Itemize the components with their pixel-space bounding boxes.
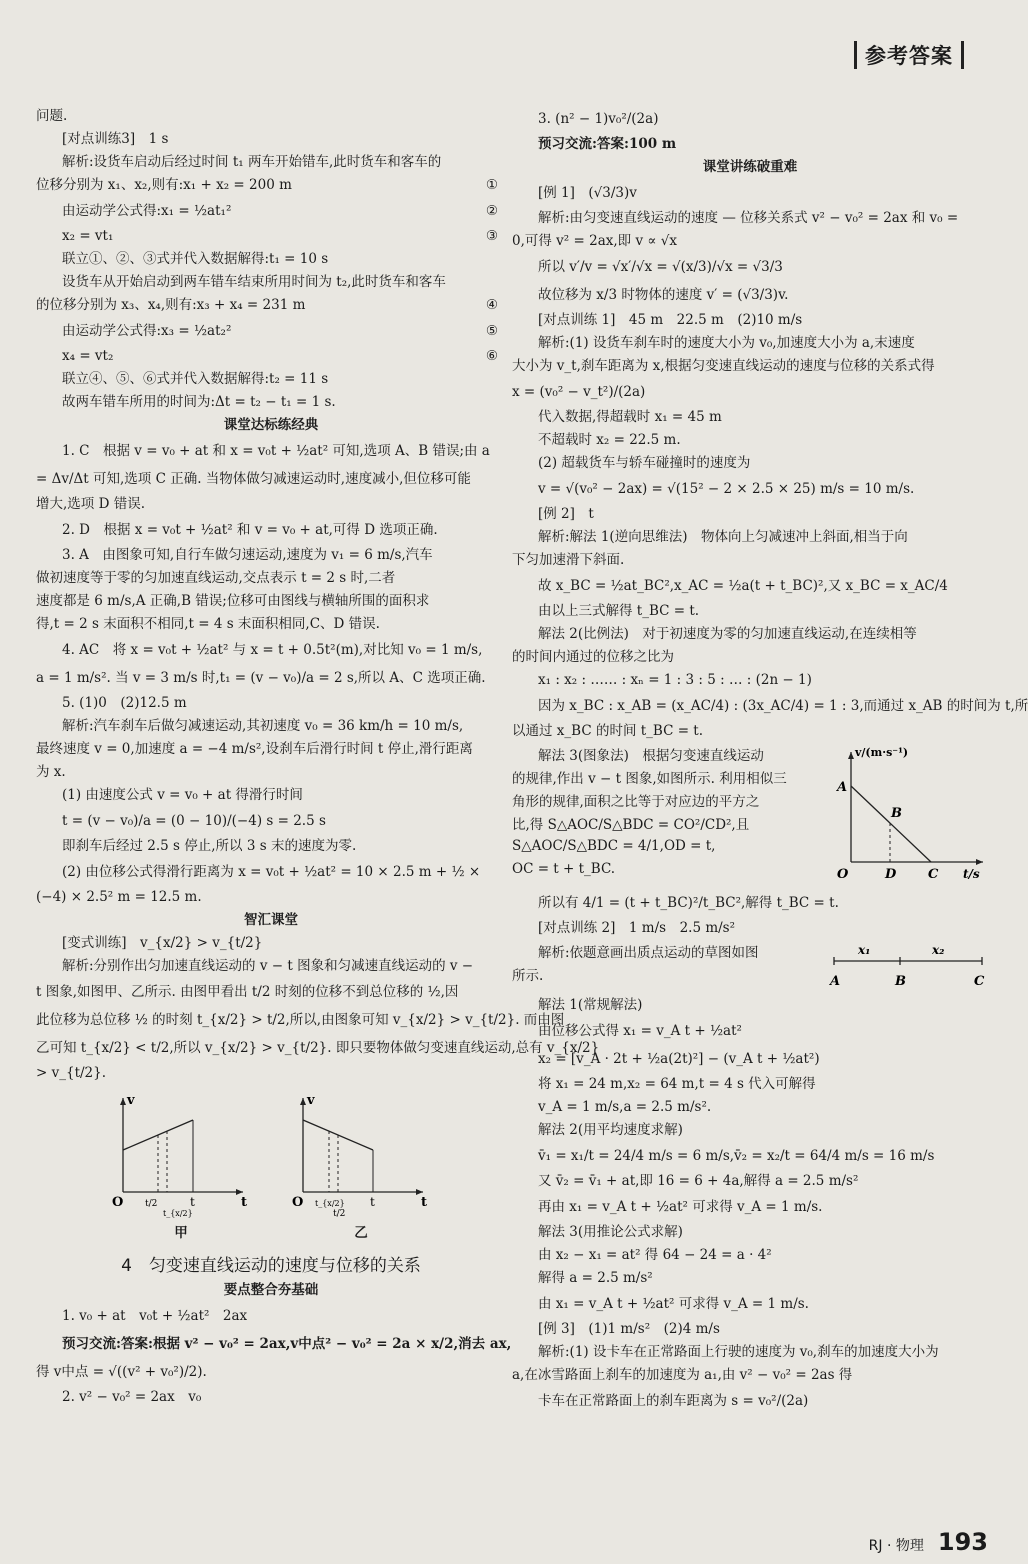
line-text: [例 3] (1)1 m/s² (2)4 m/s	[538, 1321, 720, 1337]
text-line	[512, 1143, 988, 1169]
subsection-heading	[36, 910, 506, 931]
line-text: 所以有 4/1 = (t + t_BC)²/t_BC²,解得 t_BC = t.	[538, 895, 839, 911]
line-text: 不超载时 x₂ = 22.5 m.	[538, 432, 681, 448]
line-text: (2) 超载货车与轿车碰撞时的速度为	[538, 455, 751, 471]
text-line	[512, 1222, 988, 1243]
page-number: 193	[937, 1528, 988, 1556]
line-text: 所以 v′/v = √x′/√x = √(x/3)/√x = √3/3	[538, 259, 783, 275]
graph-method-block	[512, 744, 988, 888]
line-text: 解析:由匀变速直线运动的速度 — 位移关系式 v² − v₀² = 2ax 和 v₀ =	[538, 210, 959, 226]
header-divider	[854, 41, 857, 69]
text-line	[36, 272, 506, 293]
text-line	[36, 438, 506, 464]
text-line	[36, 226, 506, 247]
text-line	[36, 494, 506, 515]
equation-number: ③	[485, 228, 498, 244]
equation-number: ②	[485, 203, 498, 219]
right-text-block	[512, 106, 1028, 742]
vt-label-d: D	[885, 867, 897, 882]
text-line	[512, 282, 988, 308]
line-text: 因为 x_BC : x_AB = (x_AC/4) : (3x_AC/4) = 1 : 3,而通过 x_AB 的时间为 t,所	[538, 698, 1028, 714]
footer-subject: RJ · 物理	[868, 1538, 924, 1554]
text-line	[36, 933, 506, 954]
line-text: 速度都是 6 m/s,A 正确,B 错误;位移可由图线与横轴所围的面积求	[36, 593, 430, 609]
text-line	[512, 430, 988, 451]
line-text: 1. C 根据 v = v₀ + at 和 x = v₀t + ½at² 可知,选项 A、B 错误;由 a	[62, 443, 490, 459]
yi-t-half-label: t/2	[333, 1209, 346, 1219]
line-text: v̄₁ = x₁/t = 24/4 m/s = 6 m/s,v̄₂ = x₂/t = 64/4 m/s = 16 m/s	[538, 1148, 935, 1164]
equation-number: ④	[485, 297, 498, 313]
text-line	[512, 1365, 988, 1386]
text-line	[36, 568, 506, 589]
line-text: v = √(v₀² − 2ax) = √(15² − 2 × 2.5 × 25) m/s = 10 m/s.	[538, 481, 915, 497]
vt-xlabel: t/s	[963, 867, 980, 881]
right-text-block-b	[512, 890, 988, 939]
jia-t-x-label: t_{x/2}	[163, 1209, 193, 1218]
line-text: [例 1] (√3/3)v	[538, 185, 637, 201]
line-text: 课堂达标练经典	[223, 417, 319, 433]
yi-t-axis-label: t	[421, 1195, 428, 1210]
line-text: = Δv/Δt 可知,选项 C 正确. 当物体做匀减速运动时,速度减小,但位移可能	[36, 471, 471, 487]
text-line	[512, 208, 988, 229]
line-text: 课堂讲练破重难	[702, 159, 798, 175]
line-text: 由位移公式得 x₁ = v_A t + ½at²	[538, 1023, 742, 1039]
text-line	[36, 249, 506, 270]
text-line	[36, 1063, 506, 1084]
line-text: 解析:解法 1(逆向思维法) 物体向上匀减速冲上斜面,相当于向	[538, 529, 908, 545]
graph-yi	[291, 1092, 431, 1241]
vt-graph-abc	[833, 744, 988, 888]
text-line	[36, 614, 506, 635]
text-line	[36, 129, 506, 150]
line-text: 比,得 S△AOC/S△BDC = CO²/CD²,且 S△AOC/S△BDC = 4/1,OD = t,	[512, 817, 750, 854]
line-text: (1) 由速度公式 v = v₀ + at 得滑行时间	[62, 787, 303, 803]
text-line	[36, 1331, 512, 1357]
line-text: x₂ = vt₁	[62, 228, 114, 244]
text-line	[512, 1245, 988, 1266]
line-text: 代入数据,得超载时 x₁ = 45 m	[538, 409, 722, 425]
line-text: 最终速度 v = 0,加速度 a = −4 m/s²,设刹车后滑行时间 t 停止,滑行距离	[36, 741, 473, 757]
right-column	[512, 104, 1028, 1416]
text-line	[36, 346, 506, 367]
track-label-a: A	[830, 974, 841, 989]
line-text: 以通过 x_BC 的时间 t_BC = t.	[512, 723, 704, 739]
line-text: 得 v中点 = √((v² + v₀²)/2).	[36, 1364, 207, 1380]
text-line	[512, 356, 988, 377]
line-text: (2) 由位移公式得滑行距离为 x = v₀t + ½at² = 10 × 2.5 m + ½ ×	[62, 864, 481, 880]
line-text: 由以上三式解得 t_BC = t.	[538, 603, 700, 619]
text-line	[512, 573, 988, 599]
track-block	[512, 941, 988, 993]
text-line	[36, 517, 506, 543]
yi-t-end-label: t	[370, 1195, 375, 1209]
text-line	[512, 601, 988, 622]
text-line	[512, 453, 988, 474]
line-text: [对点训练 2] 1 m/s 2.5 m/s²	[538, 920, 736, 936]
line-text: x = (v₀² − v_t²)/(2a)	[512, 384, 646, 400]
text-line	[36, 545, 506, 566]
yi-t-x-label: t_{x/2}	[315, 1199, 345, 1208]
text-line	[512, 815, 823, 857]
line-text: 解法 3(图象法) 根据匀变速直线运动	[538, 748, 764, 764]
track-x1: x₁	[858, 943, 871, 957]
text-line	[36, 198, 506, 224]
text-line	[36, 1007, 565, 1033]
line-text: 解法 2(比例法) 对于初速度为零的匀加速直线运动,在连续相等	[538, 626, 917, 642]
line-text: 设货车从开始启动到两车错车结束所用时间为 t₂,此时货车和客车	[62, 274, 446, 290]
text-line	[512, 550, 988, 571]
line-text: 大小为 v_t,刹车距离为 x,根据匀变速直线运动的速度与位移的关系式得	[512, 358, 935, 374]
vt-graphs-jia-yi	[36, 1092, 506, 1241]
line-text: 由运动学公式得:x₁ = ½at₁²	[62, 203, 232, 219]
line-text: 预习交流:答案:100 m	[538, 136, 677, 152]
text-line	[512, 792, 823, 813]
line-text: 5. (1)0 (2)12.5 m	[62, 695, 187, 711]
line-text: 要点整合夯基础	[223, 1282, 319, 1298]
text-line	[512, 333, 988, 354]
track-label-c: C	[974, 974, 985, 989]
equation-number: ⑤	[485, 323, 498, 339]
text-line	[36, 859, 506, 885]
text-line	[36, 785, 506, 806]
line-text: 1. v₀ + at v₀t + ½at² 2ax	[62, 1308, 248, 1324]
text-line	[512, 693, 1028, 719]
text-line	[512, 943, 818, 964]
vt-label-c: C	[928, 867, 939, 882]
graph-yi-caption: 乙	[354, 1225, 368, 1241]
text-line	[512, 670, 988, 691]
subsection-heading	[512, 157, 988, 178]
line-text: 下匀加速滑下斜面.	[512, 552, 625, 568]
line-text: a,在冰雪路面上刹车的加速度为 a₁,由 v² − v₀² = 2as 得	[512, 1367, 853, 1383]
line-text: 3. A 由图象可知,自行车做匀速运动,速度为 v₁ = 6 m/s,汽车	[62, 547, 433, 563]
line-text: [对点训练3] 1 s	[62, 131, 169, 147]
line-text: t = (v − v₀)/a = (0 − 10)/(−4) s = 2.5 s	[62, 813, 326, 829]
text-line	[36, 693, 506, 714]
text-line	[512, 859, 823, 880]
line-text: 解析:(1) 设卡车在正常路面上行驶的速度为 v₀,刹车的加速度大小为	[538, 1344, 939, 1360]
text-line	[512, 254, 988, 280]
line-text: 的时间内通过的位移之比为	[512, 649, 674, 665]
line-text: 0,可得 v² = 2ax,即 v ∝ √x	[512, 233, 677, 249]
vt-label-b: B	[891, 806, 902, 821]
text-line	[512, 1171, 988, 1192]
line-text: 所示.	[512, 968, 544, 984]
text-line	[512, 231, 988, 252]
text-line	[512, 769, 823, 790]
line-text: 故两车错车所用的时间为:Δt = t₂ − t₁ = 1 s.	[62, 394, 336, 410]
right-text-block-c	[512, 995, 988, 1414]
text-line	[36, 1035, 600, 1061]
line-text: 解法 2(用平均速度求解)	[538, 1122, 683, 1138]
text-line	[36, 392, 506, 413]
line-text: [例 2] t	[538, 506, 594, 522]
line-text: 又 v̄₂ = v̄₁ + at,即 16 = 6 + 4a,解得 a = 2.5 m/s²	[538, 1173, 859, 1189]
text-line	[36, 466, 506, 492]
line-text: 解析:分别作出匀加速直线运动的 v − t 图象和匀减速直线运动的 v −	[62, 958, 474, 974]
vt-ylabel: v/(m·s⁻¹)	[855, 746, 909, 759]
jia-t-half-label: t/2	[145, 1199, 158, 1209]
line-text: 解析:(1) 设货车刹车时的速度大小为 v₀,加速度大小为 a,末速度	[538, 335, 915, 351]
text-line	[512, 527, 988, 548]
text-line	[512, 721, 988, 742]
text-line	[36, 665, 506, 691]
vt-label-o: O	[837, 867, 849, 882]
text-line	[512, 1342, 988, 1363]
text-line	[36, 1303, 506, 1329]
text-line	[512, 310, 988, 331]
line-text: t 图象,如图甲、乙所示. 由图甲看出 t/2 时刻的位移不到总位移的 ½,因	[36, 984, 459, 1000]
line-text: 做初速度等于零的匀加速直线运动,交点表示 t = 2 s 时,二者	[36, 570, 396, 586]
text-line	[512, 1074, 988, 1095]
text-line	[36, 175, 506, 196]
text-line	[36, 1359, 506, 1385]
line-text: 得,t = 2 s 末面积不相同,t = 4 s 末面积相同,C、D 错误.	[36, 616, 380, 632]
line-text: x₄ = vt₂	[62, 348, 114, 364]
text-line	[512, 1388, 988, 1414]
line-text: 位移分别为 x₁、x₂,则有:x₁ + x₂ = 200 m	[36, 177, 292, 193]
line-text: > v_{t/2}.	[36, 1065, 107, 1081]
line-text: (−4) × 2.5² m = 12.5 m.	[36, 889, 202, 905]
line-text: a = 1 m/s². 当 v = 3 m/s 时,t₁ = (v − v₀)/a = 2 s,所以 A、C 选项正确.	[36, 670, 486, 686]
subsection-heading	[36, 415, 506, 436]
track-x2: x₂	[932, 943, 945, 957]
text-line	[36, 591, 506, 612]
text-line	[512, 134, 988, 155]
line-text: 解法 1(常规解法)	[538, 997, 643, 1013]
line-text: 联立①、②、③式并代入数据解得:t₁ = 10 s	[62, 251, 329, 267]
line-text: 角形的规律,面积之比等于对应边的平方之	[512, 794, 760, 810]
graph-jia	[111, 1092, 251, 1241]
graph-jia-caption: 甲	[174, 1225, 188, 1241]
text-line	[512, 1046, 988, 1072]
text-line	[36, 106, 506, 127]
jia-v-label: v	[127, 1093, 135, 1108]
text-line	[36, 637, 506, 663]
track-diagram	[828, 941, 988, 993]
jia-origin-label: O	[112, 1195, 124, 1210]
header-title: 参考答案	[865, 44, 953, 68]
yi-origin-label: O	[292, 1195, 304, 1210]
text-line	[512, 180, 988, 206]
text-line	[512, 1319, 988, 1340]
text-line	[512, 918, 988, 939]
line-text: 解析:设货车启动后经过时间 t₁ 两车开始错车,此时货车和客车的	[62, 154, 442, 170]
text-line	[36, 956, 506, 977]
line-text: 由运动学公式得:x₃ = ½at₂²	[62, 323, 232, 339]
vt-label-a: A	[837, 780, 848, 795]
text-line	[512, 890, 988, 916]
line-text: 由 x₂ − x₁ = at² 得 64 − 24 = a · 4²	[538, 1247, 772, 1263]
line-text: x₁ : x₂ : …… : xₙ = 1 : 3 : 5 : … : (2n − 1)	[538, 672, 812, 688]
text-line	[36, 295, 506, 316]
text-line	[36, 716, 506, 737]
text-line	[36, 887, 506, 908]
text-line	[512, 106, 988, 132]
jia-t-axis-label: t	[241, 1195, 248, 1210]
line-text: 2. D 根据 x = v₀t + ½at² 和 v = v₀ + at,可得 D 选项正确.	[62, 522, 438, 538]
text-line	[36, 369, 506, 390]
subsection-heading	[36, 1280, 506, 1301]
line-text: 联立④、⑤、⑥式并代入数据解得:t₂ = 11 s	[62, 371, 329, 387]
line-text: [变式训练] v_{x/2} > v_{t/2}	[62, 935, 263, 951]
line-text: 解析:依题意画出质点运动的草图如图	[538, 945, 759, 961]
text-line	[512, 379, 988, 405]
text-line	[36, 836, 506, 857]
text-line	[512, 1194, 988, 1220]
line-text: 故 x_BC = ½at_BC²,x_AC = ½a(t + t_BC)²,又 x_BC = x_AC/4	[538, 578, 948, 594]
line-text: 故位移为 x/3 时物体的速度 v′ = (√3/3)v.	[538, 287, 789, 303]
text-line	[512, 1097, 988, 1118]
graph-method-text	[512, 744, 823, 888]
line-text: 解法 3(用推论公式求解)	[538, 1224, 683, 1240]
text-line	[512, 1018, 988, 1044]
text-line	[512, 995, 988, 1016]
text-line	[512, 476, 988, 502]
line-text: 2. v² − v₀² = 2ax v₀	[62, 1389, 202, 1405]
track-label-b: B	[895, 974, 906, 989]
section-title: 4 匀变速直线运动的速度与位移的关系	[121, 1256, 421, 1276]
line-text: 预习交流:答案:根据 v² − v₀² = 2ax,v中点² − v₀² = 2a × x/2,消去 ax,	[62, 1336, 512, 1352]
text-line	[36, 1387, 506, 1408]
line-text: 由 x₁ = v_A t + ½at² 可求得 v_A = 1 m/s.	[538, 1296, 809, 1312]
text-line	[512, 647, 988, 668]
line-text: 问题.	[36, 108, 68, 124]
jia-t-end-label: t	[190, 1195, 195, 1209]
equation-number: ①	[485, 177, 498, 193]
line-text: 智汇课堂	[244, 912, 298, 928]
text-line	[36, 762, 506, 783]
line-text: 4. AC 将 x = v₀t + ½at² 与 x = t + 0.5t²(m),对比知 v₀ = 1 m/s,	[62, 642, 483, 658]
equation-number: ⑥	[485, 348, 498, 364]
line-text: 的规律,作出 v − t 图象,如图所示. 利用相似三	[512, 771, 787, 787]
text-line	[512, 1120, 988, 1141]
text-line	[36, 152, 506, 173]
header-divider	[961, 41, 964, 69]
line-text: 乙可知 t_{x/2} < t/2,所以 v_{x/2} > v_{t/2}. 即只要物体做匀变速直线运动,总有 v_{x/2}	[36, 1040, 600, 1056]
text-line	[36, 739, 506, 760]
text-line	[36, 808, 506, 834]
line-text: 将 x₁ = 24 m,x₂ = 64 m,t = 4 s 代入可解得	[538, 1076, 816, 1092]
text-line	[512, 504, 988, 525]
line-text: 再由 x₁ = v_A t + ½at² 可求得 v_A = 1 m/s.	[538, 1199, 823, 1215]
line-text: OC = t + t_BC.	[512, 861, 616, 877]
line-text: 卡车在正常路面上的刹车距离为 s = v₀²/(2a)	[538, 1393, 809, 1409]
text-line	[512, 1291, 988, 1317]
line-text: 解析:汽车刹车后做匀减速运动,其初速度 v₀ = 36 km/h = 10 m/s,	[62, 718, 464, 734]
text-line	[512, 407, 988, 428]
left-text-block-b	[36, 1280, 512, 1408]
page-header	[846, 40, 972, 70]
line-text: 的位移分别为 x₃、x₄,则有:x₃ + x₄ = 231 m	[36, 297, 306, 313]
line-text: 即刹车后经过 2.5 s 停止,所以 3 s 末的速度为零.	[62, 838, 357, 854]
yi-v-label: v	[307, 1093, 315, 1108]
text-line	[512, 624, 988, 645]
line-text: 此位移为总位移 ½ 的时刻 t_{x/2} > t/2,所以,由图象可知 v_{x/2} > v_{t/2}. 而由图	[36, 1012, 565, 1028]
line-text: 解得 a = 2.5 m/s²	[538, 1270, 653, 1286]
line-text: v_A = 1 m/s,a = 2.5 m/s².	[538, 1099, 712, 1115]
track-text	[512, 941, 818, 993]
text-line	[512, 746, 823, 767]
line-text: x₂ = [v_A · 2t + ½a(2t)²] − (v_A t + ½at²)	[538, 1051, 820, 1067]
text-line	[36, 979, 506, 1005]
page-footer	[869, 1528, 988, 1556]
line-text: 为 x.	[36, 764, 66, 780]
text-line	[512, 966, 818, 987]
text-line	[36, 318, 506, 344]
line-text: 3. (n² − 1)v₀²/(2a)	[538, 111, 659, 127]
line-text: 增大,选项 D 错误.	[36, 496, 145, 512]
line-text: [对点训练 1] 45 m 22.5 m (2)10 m/s	[538, 312, 803, 328]
text-line	[512, 1268, 988, 1289]
